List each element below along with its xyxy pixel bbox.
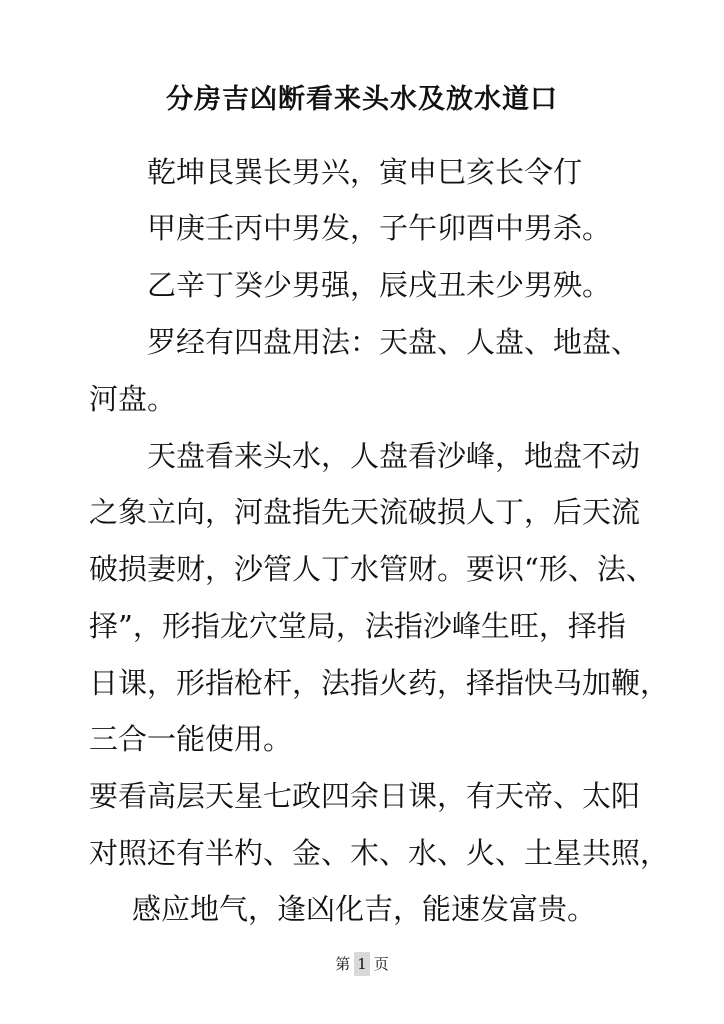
page-footer [0,952,724,976]
document-title: 分房吉凶断看来头水及放水道口 [166,84,558,115]
page-number: 1 [354,952,370,976]
text-line: 破损妻财，沙管人丁水管财。要识“形、法、 [89,552,655,586]
text-line: 罗经有四盘用法：天盘、人盘、地盘、 [147,325,641,359]
text-line: 感应地气，逢凶化吉，能速发富贵。 [132,892,597,926]
text-line: 乙辛丁癸少男强，辰戌丑未少男殃。 [147,268,612,302]
page-prefix: 第 [335,955,351,973]
text-line: 甲庚壬丙中男发，子午卯酉中男杀。 [147,211,612,245]
text-line: 日课，形指枪杆，法指火药，择指快马加鞭， [89,666,670,700]
text-line: 乾坤艮巽长男兴，寅申巳亥长令仃 [147,155,583,189]
text-line: 对照还有半杓、金、木、水、火、土星共照， [89,836,670,870]
text-line: 择”，形指龙穴堂局，法指沙峰生旺，择指 [89,609,626,643]
text-line: 之象立向，河盘指先天流破损人丁，后天流 [89,495,641,529]
text-line: 天盘看来头水，人盘看沙峰，地盘不动 [147,439,641,473]
text-line: 三合一能使用。 [89,722,293,756]
text-line: 河盘。 [89,382,177,416]
text-line: 要看高层天星七政四余日课，有天帝、太阳 [89,779,641,813]
page-suffix: 页 [373,955,389,973]
